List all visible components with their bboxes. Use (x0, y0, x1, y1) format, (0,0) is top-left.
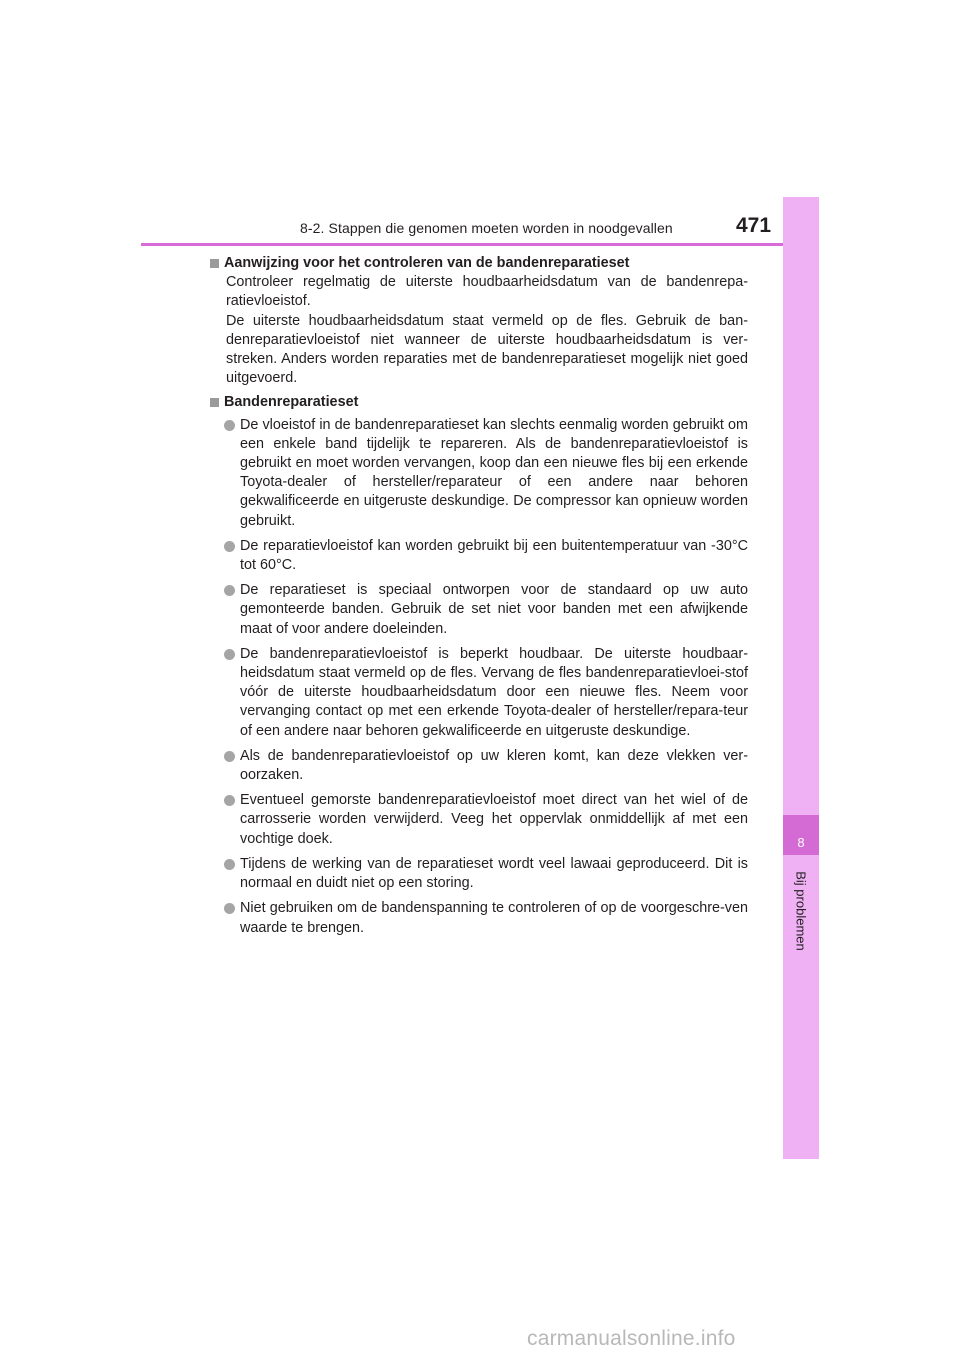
list-item-text: De reparatievloeistof kan worden gebruikt bij een buitentemperatuur van -30°C tot 60°C. (240, 537, 748, 574)
list-item-text: Eventueel gemorste bandenreparatievloeistof moet direct van het wiel of de carrosserie worden verwijderd. Veeg het oppervlak onmiddellijk af met een vochtige doek. (240, 792, 748, 847)
list-item (210, 645, 748, 741)
bullet-list (210, 416, 748, 938)
circle-bullet-icon (224, 795, 235, 806)
watermark-link[interactable]: carmanualsonline.info (527, 1327, 736, 1350)
chapter-label: Bij problemen (793, 871, 809, 951)
circle-bullet-icon (224, 541, 235, 552)
section-header: 8-2. Stappen die genomen moeten worden in noodgevallen (300, 220, 673, 236)
list-item-text: De bandenreparatievloeistof is beperkt houdbaar. De uiterste houdbaar-heidsdatum staat vermeld op de fles. Vervang de fles bandenreparatievloei-stof vóór de uiterste houdbaarheidsdatum door een nieuwe fles. Neem voor vervanging contact op met een erkende Toyota-dealer of hersteller/repara-teur of een andere naar behoren gekwalificeerde en uitgeruste deskundige. (240, 645, 748, 739)
circle-bullet-icon (224, 859, 235, 870)
list-item (210, 537, 748, 575)
section-tire-repair-kit (210, 393, 748, 937)
list-item (210, 791, 748, 849)
chapter-side-tab (783, 197, 819, 1159)
circle-bullet-icon (224, 585, 235, 596)
circle-bullet-icon (224, 751, 235, 762)
section-title (210, 254, 748, 273)
list-item (210, 899, 748, 937)
list-item-text: Niet gebruiken om de bandenspanning te controleren of op de voorgeschre-ven waarde te brengen. (240, 900, 748, 936)
list-item (210, 416, 748, 531)
paragraph: Controleer regelmatig de uiterste houdbaarheidsdatum van de bandenrepa-ratievloeistof. (226, 274, 748, 310)
list-item-text: Tijdens de werking van de reparatieset wordt veel lawaai geproduceerd. Dit is normaal en duidt niet op een storing. (240, 855, 748, 892)
section-title (210, 393, 748, 412)
chapter-number: 8 (783, 815, 819, 855)
section-title-text: Bandenreparatieset (224, 394, 359, 411)
section-title-text: Aanwijzing voor het controleren van de bandenreparatieset (224, 255, 630, 271)
list-item (210, 855, 748, 893)
list-item-text: Als de bandenreparatievloeistof op uw kleren komt, kan deze vlekken ver-oorzaken. (240, 747, 748, 784)
circle-bullet-icon (224, 649, 235, 660)
section-tire-kit-check (210, 254, 748, 388)
square-bullet-icon (210, 398, 219, 407)
list-item-text: De vloeistof in de bandenreparatieset kan slechts eenmalig worden gebruikt om een enkele band tijdelijk te repareren. Als de bandenreparatievloeistof is gebruikt en moet worden vervangen, koop dan een nieuwe fles bij een erkende Toyota-dealer of hersteller/reparateur of een andere naar behoren gekwalificeerde en uitgeruste deskundige. De compressor kan opnieuw worden gebruikt. (240, 416, 748, 529)
page-number: 471 (736, 214, 772, 237)
page-content (210, 254, 748, 944)
list-item (210, 581, 748, 639)
circle-bullet-icon (224, 903, 235, 914)
list-item-text: De reparatieset is speciaal ontworpen voor de standaard op uw auto gemonteerde banden. Gebruik de set niet voor banden met een afwijkende maat of voor andere doeleinden. (240, 582, 748, 637)
circle-bullet-icon (224, 420, 235, 431)
list-item (210, 747, 748, 785)
paragraph: De uiterste houdbaarheidsdatum staat vermeld op de fles. Gebruik de ban-denreparatievloeistof niet wanneer de uiterste houdbaarheidsdatum is ver-streken. Anders worden reparaties met de bandenreparatieset mogelijk niet goed uitgevoerd. (226, 312, 748, 387)
square-bullet-icon (210, 259, 219, 268)
header-divider (141, 243, 819, 246)
